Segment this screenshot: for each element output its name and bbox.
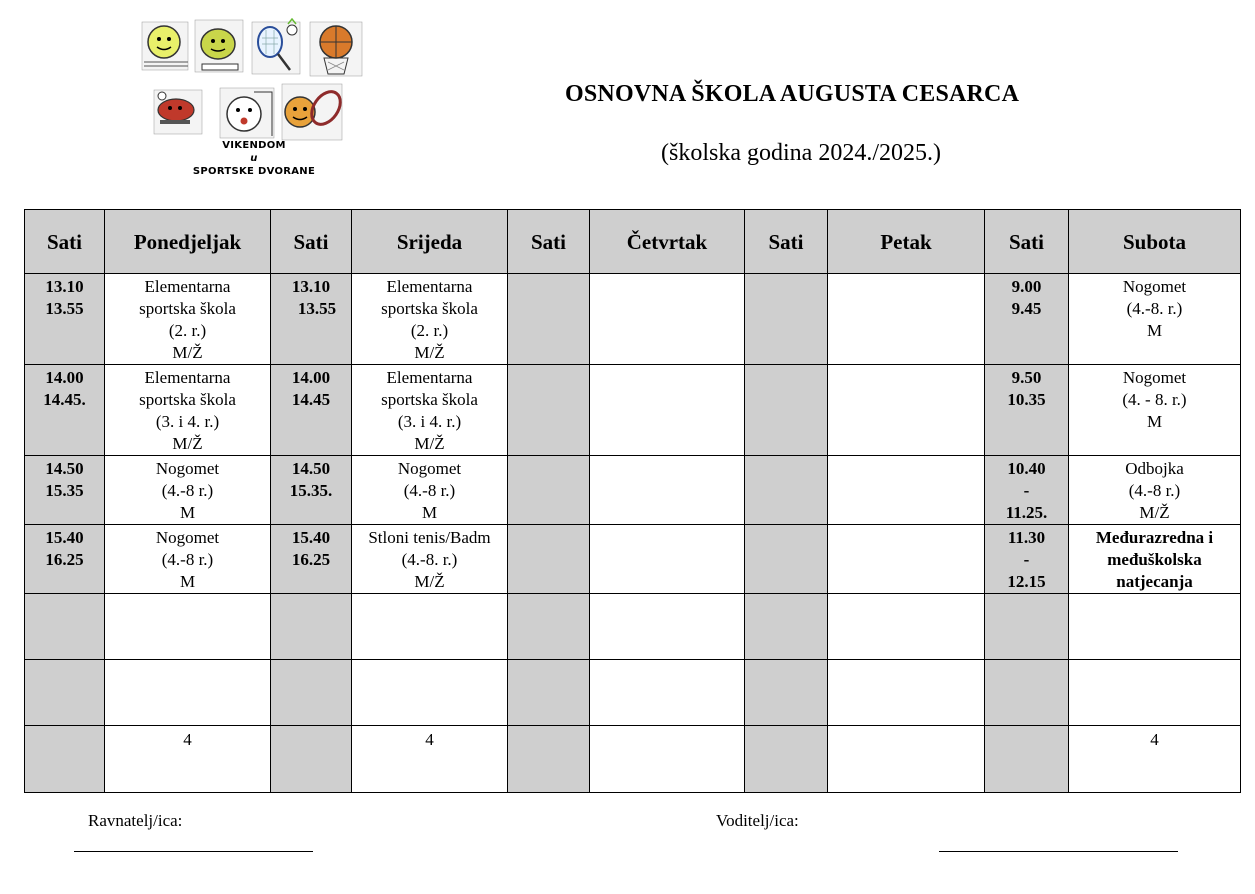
activity-cell [828, 594, 985, 660]
time-cell [508, 365, 590, 456]
activity-line: Elementarna [144, 368, 231, 387]
activity-cell [352, 660, 508, 726]
column-header: Sati [25, 210, 105, 274]
activity-line: (3. i 4. r.) [397, 412, 462, 431]
time-end: 15.35. [289, 481, 333, 500]
time-cell [745, 365, 828, 456]
activity-cell [828, 365, 985, 456]
activity-line: sportska škola [139, 299, 236, 318]
logo-caption-line1: VIKENDOM [222, 140, 286, 151]
activity-cell [1069, 594, 1241, 660]
activity-cell [105, 594, 271, 660]
time-cell [271, 594, 352, 660]
activity-line: međuškolska [1107, 550, 1202, 569]
monday-total: 4 [105, 726, 271, 793]
table-row [25, 456, 1241, 525]
time-cell [745, 726, 828, 793]
time-end: 9.45 [1011, 299, 1042, 318]
logo-caption-line3: SPORTSKE DVORANE [192, 166, 316, 177]
activity-cell [1069, 525, 1241, 594]
time-separator: - [1023, 481, 1030, 500]
activity-cell [352, 456, 508, 525]
logo-caption-line2: u [250, 153, 258, 164]
time-cell [25, 660, 105, 726]
column-header: Sati [271, 210, 352, 274]
time-cell [745, 660, 828, 726]
activity-line: (4.-8 r.) [161, 550, 214, 569]
activity-line: Elementarna [386, 368, 473, 387]
activity-cell [828, 274, 985, 365]
time-cell [985, 660, 1069, 726]
time-cell [985, 456, 1069, 525]
time-cell [271, 365, 352, 456]
activity-cell [590, 594, 745, 660]
time-start: 13.10 [45, 277, 84, 296]
principal-signature-line [74, 851, 313, 852]
time-cell [745, 594, 828, 660]
time-end: 15.35 [45, 481, 84, 500]
activity-cell [590, 456, 745, 525]
activity-cell [105, 525, 271, 594]
activity-line: M/Ž [172, 343, 203, 362]
time-cell [508, 660, 590, 726]
time-cell [985, 525, 1069, 594]
time-start: 13.10 [291, 277, 331, 296]
principal-label: Ravnatelj/ica: [88, 811, 183, 830]
table-header-row [25, 210, 1241, 274]
activity-line: M/Ž [172, 434, 203, 453]
time-end: 14.45. [43, 390, 86, 409]
column-header: Petak [828, 210, 985, 274]
activity-line: M/Ž [414, 572, 445, 591]
time-start: 15.40 [45, 528, 84, 547]
activity-cell [105, 660, 271, 726]
activity-cell [590, 274, 745, 365]
time-cell [508, 726, 590, 793]
activity-cell [590, 660, 745, 726]
activity-line: sportska škola [381, 390, 478, 409]
basketball-icon [310, 22, 362, 76]
time-cell [985, 365, 1069, 456]
time-end: 13.55 [297, 299, 337, 318]
activity-line: M/Ž [414, 343, 445, 362]
time-cell [745, 274, 828, 365]
volleyball-icon [220, 88, 274, 138]
activity-cell [105, 274, 271, 365]
activity-line: Nogomet [1122, 277, 1187, 296]
time-start: 14.50 [45, 459, 84, 478]
activity-cell [105, 456, 271, 525]
time-cell [271, 274, 352, 365]
activity-line: (4.-8. r.) [1126, 299, 1183, 318]
activity-line: (2. r.) [410, 321, 449, 340]
activity-line: Odbojka [1125, 459, 1184, 478]
activity-cell [352, 594, 508, 660]
activity-line: Elementarna [386, 277, 473, 296]
time-cell [271, 660, 352, 726]
time-cell [508, 274, 590, 365]
time-end: 10.35 [1007, 390, 1046, 409]
time-end: 16.25 [45, 550, 84, 569]
column-header: Sati [745, 210, 828, 274]
activity-line: Stloni tenis/Badm [368, 528, 491, 547]
time-cell [25, 365, 105, 456]
activity-line: natjecanja [1116, 572, 1193, 591]
activity-line: (2. r.) [168, 321, 207, 340]
time-separator: - [1023, 550, 1030, 569]
activity-cell [1069, 274, 1241, 365]
time-start: 11.30 [1007, 528, 1046, 547]
leader-label: Voditelj/ica: [716, 811, 799, 830]
time-cell [745, 456, 828, 525]
totals-row [25, 726, 1241, 793]
table-tennis-paddle-icon [154, 90, 202, 134]
time-cell [25, 726, 105, 793]
activity-line: sportska škola [139, 390, 236, 409]
activity-line: (4.-8 r.) [1128, 481, 1181, 500]
school-name-title: OSNOVNA ŠKOLA AUGUSTA CESARCA [565, 81, 1020, 107]
activity-cell [1069, 365, 1241, 456]
activity-line: Nogomet [397, 459, 462, 478]
activity-line: M/Ž [414, 434, 445, 453]
activity-line: (4.-8 r.) [161, 481, 214, 500]
time-cell [271, 726, 352, 793]
table-row [25, 365, 1241, 456]
time-start: 10.40 [1007, 459, 1046, 478]
time-start: 9.50 [1011, 368, 1042, 387]
activity-line: Nogomet [155, 528, 220, 547]
time-cell [745, 525, 828, 594]
activity-line: M/Ž [1139, 503, 1170, 522]
time-start: 15.40 [291, 528, 331, 547]
activity-line: (4.-8. r.) [401, 550, 458, 569]
tennis-ball-icon [142, 22, 188, 70]
time-cell [25, 525, 105, 594]
column-header: Subota [1069, 210, 1241, 274]
activity-cell [828, 456, 985, 525]
time-start: 14.00 [45, 368, 84, 387]
activity-cell [590, 365, 745, 456]
thursday-total [590, 726, 745, 793]
time-start: 14.50 [291, 459, 331, 478]
column-header: Srijeda [352, 210, 508, 274]
time-end: 16.25 [291, 550, 331, 569]
time-cell [271, 456, 352, 525]
activity-cell [352, 274, 508, 365]
weekend-schedule-table [24, 209, 1241, 793]
leader-signature-line [939, 851, 1178, 852]
activity-line: Nogomet [1122, 368, 1187, 387]
activity-cell [105, 365, 271, 456]
activity-cell [828, 660, 985, 726]
activity-line: Međurazredna i [1095, 528, 1214, 547]
football-icon [195, 20, 243, 72]
time-cell [508, 594, 590, 660]
time-end: 12.15 [1007, 572, 1046, 591]
time-cell [25, 274, 105, 365]
table-row [25, 660, 1241, 726]
column-header: Sati [985, 210, 1069, 274]
activity-cell [352, 525, 508, 594]
activity-line: (4.-8 r.) [403, 481, 456, 500]
activity-line: M [179, 572, 196, 591]
activity-cell [1069, 456, 1241, 525]
wednesday-total: 4 [352, 726, 508, 793]
activity-line: M [1146, 321, 1163, 340]
activity-line: M [179, 503, 196, 522]
activity-cell [590, 525, 745, 594]
time-cell [25, 594, 105, 660]
activity-line: M [421, 503, 438, 522]
table-row [25, 594, 1241, 660]
activity-line: M [1146, 412, 1163, 431]
tennis-racket-icon [282, 84, 346, 140]
time-end: 13.55 [45, 299, 84, 318]
table-row [25, 525, 1241, 594]
time-start: 14.00 [291, 368, 331, 387]
time-cell [985, 594, 1069, 660]
time-end: 14.45 [291, 390, 331, 409]
column-header: Ponedjeljak [105, 210, 271, 274]
time-cell [25, 456, 105, 525]
activity-cell [1069, 660, 1241, 726]
column-header: Sati [508, 210, 590, 274]
activity-line: (3. i 4. r.) [155, 412, 220, 431]
time-cell [985, 274, 1069, 365]
time-cell [985, 726, 1069, 793]
column-header: Četvrtak [590, 210, 745, 274]
school-year-subtitle: (školska godina 2024./2025.) [661, 140, 941, 166]
time-cell [508, 525, 590, 594]
badminton-racket-icon [252, 19, 300, 74]
activity-line: Elementarna [144, 277, 231, 296]
activity-line: Nogomet [155, 459, 220, 478]
activity-cell [828, 525, 985, 594]
sports-balls-illustration [140, 18, 368, 153]
activity-cell [352, 365, 508, 456]
activity-line: sportska škola [381, 299, 478, 318]
time-cell [508, 456, 590, 525]
saturday-total: 4 [1069, 726, 1241, 793]
school-sports-logo [140, 18, 368, 183]
time-end: 11.25. [1005, 503, 1048, 522]
activity-line: (4. - 8. r.) [1122, 390, 1187, 409]
friday-total [828, 726, 985, 793]
table-row [25, 274, 1241, 365]
time-start: 9.00 [1011, 277, 1042, 296]
time-cell [271, 525, 352, 594]
